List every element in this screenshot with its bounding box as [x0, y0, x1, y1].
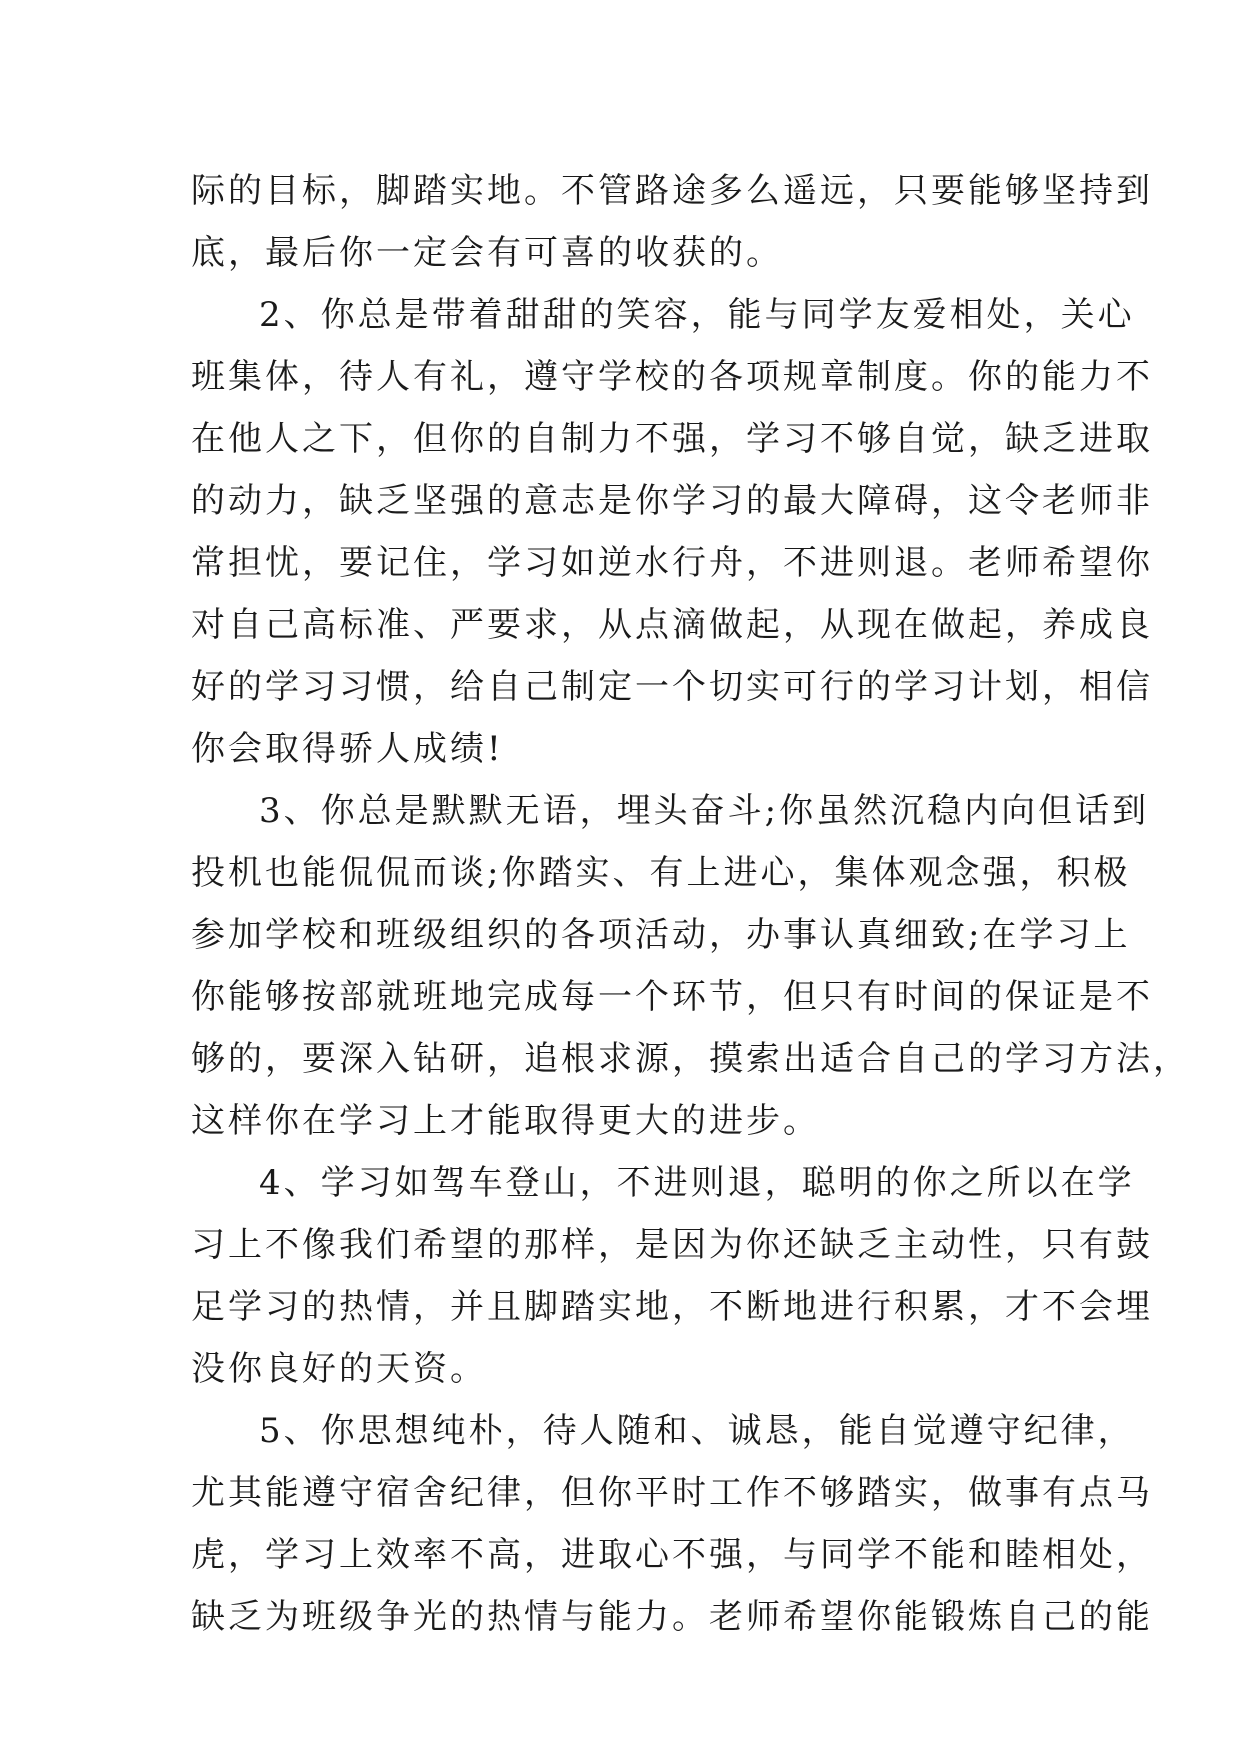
text-line: 你会取得骄人成绩!	[191, 729, 504, 769]
text-line: 在他人之下，但你的自制力不强，学习不够自觉，缺乏进取	[191, 419, 1153, 459]
text-line: 尤其能遵守宿舍纪律，但你平时工作不够踏实，做事有点马	[191, 1473, 1153, 1513]
text-line: 投机也能侃侃而谈;你踏实、有上进心，集体观念强，积极	[191, 853, 1131, 893]
text-line: 缺乏为班级争光的热情与能力。老师希望你能锻炼自己的能	[191, 1597, 1153, 1637]
text-line: 这样你在学习上才能取得更大的进步。	[191, 1101, 820, 1141]
document-page	[191, 160, 1190, 1648]
paragraph-start-line: 5、你思想纯朴，待人随和、诚恳，能自觉遵守纪律，	[259, 1411, 1135, 1451]
text-line: 够的，要深入钻研，追根求源，摸索出适合自己的学习方法，	[191, 1039, 1190, 1079]
text-line: 班集体，待人有礼，遵守学校的各项规章制度。你的能力不	[191, 357, 1153, 397]
text-line: 你能够按部就班地完成每一个环节，但只有时间的保证是不	[191, 977, 1153, 1017]
text-line: 参加学校和班级组织的各项活动，办事认真细致;在学习上	[191, 915, 1131, 955]
text-line: 习上不像我们希望的那样，是因为你还缺乏主动性，只有鼓	[191, 1225, 1153, 1265]
text-line: 常担忧，要记住，学习如逆水行舟，不进则退。老师希望你	[191, 543, 1153, 583]
text-line: 虎，学习上效率不高，进取心不强，与同学不能和睦相处，	[191, 1535, 1153, 1575]
text-line: 没你良好的天资。	[191, 1349, 487, 1389]
text-line: 对自己高标准、严要求，从点滴做起，从现在做起，养成良	[191, 605, 1153, 645]
text-line: 足学习的热情，并且脚踏实地，不断地进行积累，才不会埋	[191, 1287, 1153, 1327]
text-line: 的动力，缺乏坚强的意志是你学习的最大障碍，这令老师非	[191, 481, 1153, 521]
paragraph-start-line: 3、你总是默默无语，埋头奋斗;你虽然沉稳内向但话到	[259, 791, 1150, 831]
text-line: 好的学习习惯，给自己制定一个切实可行的学习计划，相信	[191, 667, 1153, 707]
paragraph-start-line: 4、学习如驾车登山，不进则退，聪明的你之所以在学	[259, 1163, 1135, 1203]
text-line: 底，最后你一定会有可喜的收获的。	[191, 233, 783, 273]
text-line: 际的目标，脚踏实地。不管路途多么遥远，只要能够坚持到	[191, 171, 1153, 211]
paragraph-start-line: 2、你总是带着甜甜的笑容，能与同学友爱相处，关心	[259, 295, 1135, 335]
